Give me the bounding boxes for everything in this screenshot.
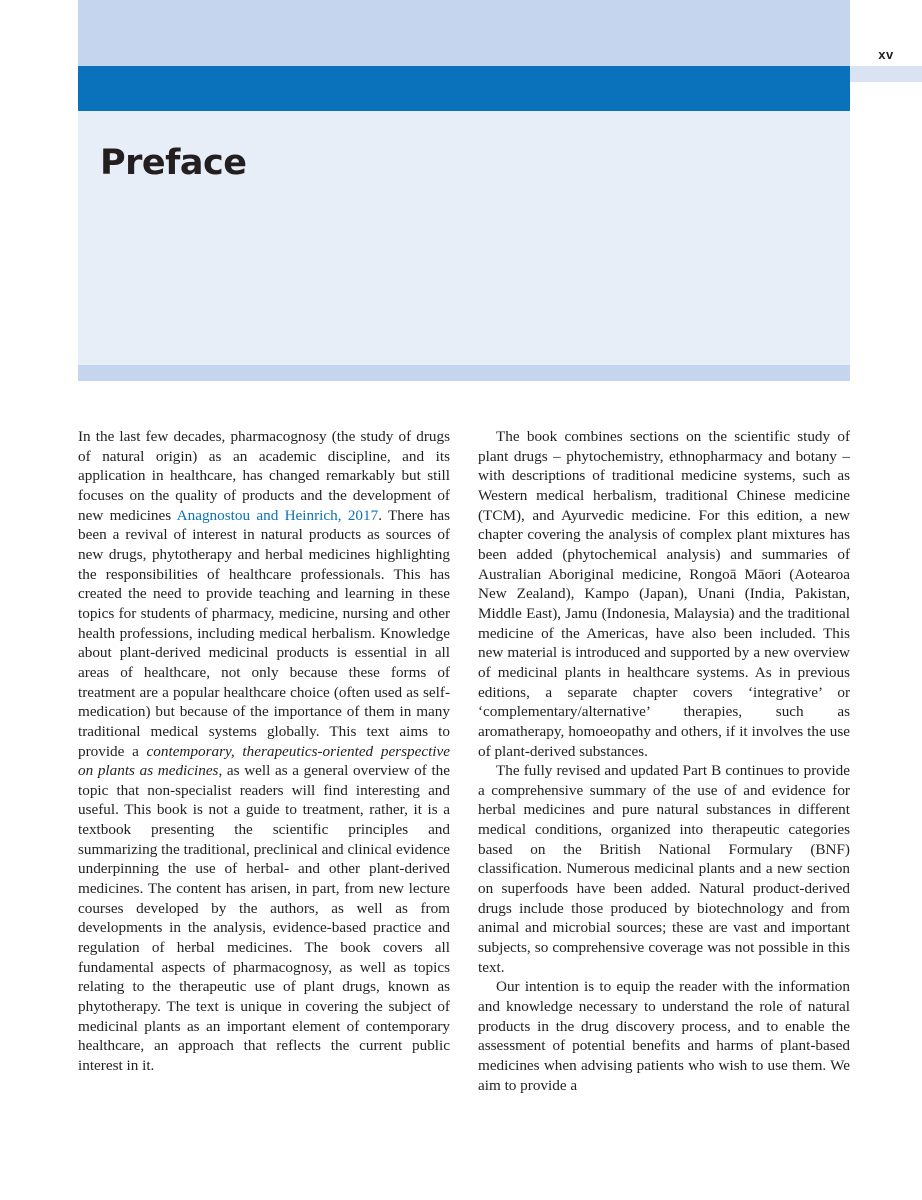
- citation-link[interactable]: Anagnostou and Heinrich, 2017: [176, 506, 379, 524]
- paragraph-1: [78, 427, 450, 1076]
- page-number: xv: [878, 47, 894, 62]
- paragraph-2: The book combines sections on the scientific study of plant drugs – phytochemistry, ethnopharmacy and botany – with descriptions of traditional medicine systems, such as Western medical herbalism, traditional Chinese medicine (TCM), and Ayurvedic medicine. For this edition, a new chapter covering the analysis of complex plant mixtures has been added (phytochemical analysis) and summaries of Australian Aboriginal medicine, Rongoā Māori (Aotearoa New Zealand), Kampo (Japan), Unani (India, Pakistan, Middle East), Jamu (Indonesia, Malaysia) and the traditional medicine of the Americas, have also been included. This new material is introduced and supported by a new overview of medicinal plants in healthcare systems. As in previous editions, a separate chapter covers ‘integrative’ or ‘complementary/alternative’ therapies, such as aromatherapy, homoeopathy and others, if it involves the use of plant-derived substances.: [478, 428, 850, 760]
- page-number-band: [850, 66, 922, 82]
- paragraph-1-text-b: . There has been a revival of interest in natural products as sources of new drugs, phytotherapy and herbal medicines highlighting the responsibilities of healthcare professionals. This has created the need to provide teaching and learning in these topics for students of pharmacy, medicine, nursing and other health professions, including medical herbalism. Knowledge about plant-derived medicinal products is essential in all areas of healthcare, not only because these forms of treatment are a popular healthcare choice (often used as self-medication) but because of the importance of them in many traditional medical systems globally. This text aims to provide a: [78, 506, 450, 760]
- emphasis-text: contemporary, therapeutics-oriented perspective on plants as medicines: [78, 742, 451, 780]
- chapter-accent-bar: [78, 66, 850, 111]
- paragraph-1-text-a: In the last few decades, pharmacognosy (the study of drugs of natural origin) as an academic discipline, and its application in healthcare, has changed remarkably but still focuses on the quality of products and the development of new medicines: [78, 428, 450, 524]
- paragraph-3: The fully revised and updated Part B continues to provide a comprehensive summary of the use of and evidence for herbal medicines and pure natural substances in different medical conditions, organized into therapeutic categories based on the British National Formulary (BNF) classification. Numerous medicinal plants and a new section on superfoods have been added. Natural product-derived drugs include those produced by biotechnology and from animal and microbial sources; these are vast and important subjects, so comprehensive coverage was not possible in this text.: [478, 762, 850, 976]
- top-header-band: [78, 0, 850, 66]
- page-title: Preface: [100, 143, 247, 183]
- paragraph-1-text-c: , as well as a general overview of the topic that non-specialist readers will find interesting and useful. This book is not a guide to treatment, rather, it is a textbook presenting the scientific principles and summarizing the traditional, preclinical and clinical evidence underpinning the use of herbal- and other plant-derived medicines. The content has arisen, in part, from new lecture courses developed by the authors, as well as from developments in the analysis, evidence-based practice and regulation of herbal medicines. The book covers all fundamental aspects of pharmacognosy, as well as topics relating to the therapeutic use of plant drugs, known as phytotherapy. The text is unique in covering the subject of medicinal plants as an important element of contemporary healthcare, an approach that reflects the current public interest in it.: [78, 762, 450, 1074]
- paragraph-4: Our intention is to equip the reader with the information and knowledge necessary to understand the role of natural products in the drug discovery process, and to enable the assessment of potential benefits and harms of plant-based medicines when advising patients who wish to use them. We aim to provide a: [478, 978, 850, 1094]
- left-column: [78, 427, 450, 1076]
- title-panel-bottom-band: [78, 365, 850, 381]
- right-column: [478, 427, 850, 1095]
